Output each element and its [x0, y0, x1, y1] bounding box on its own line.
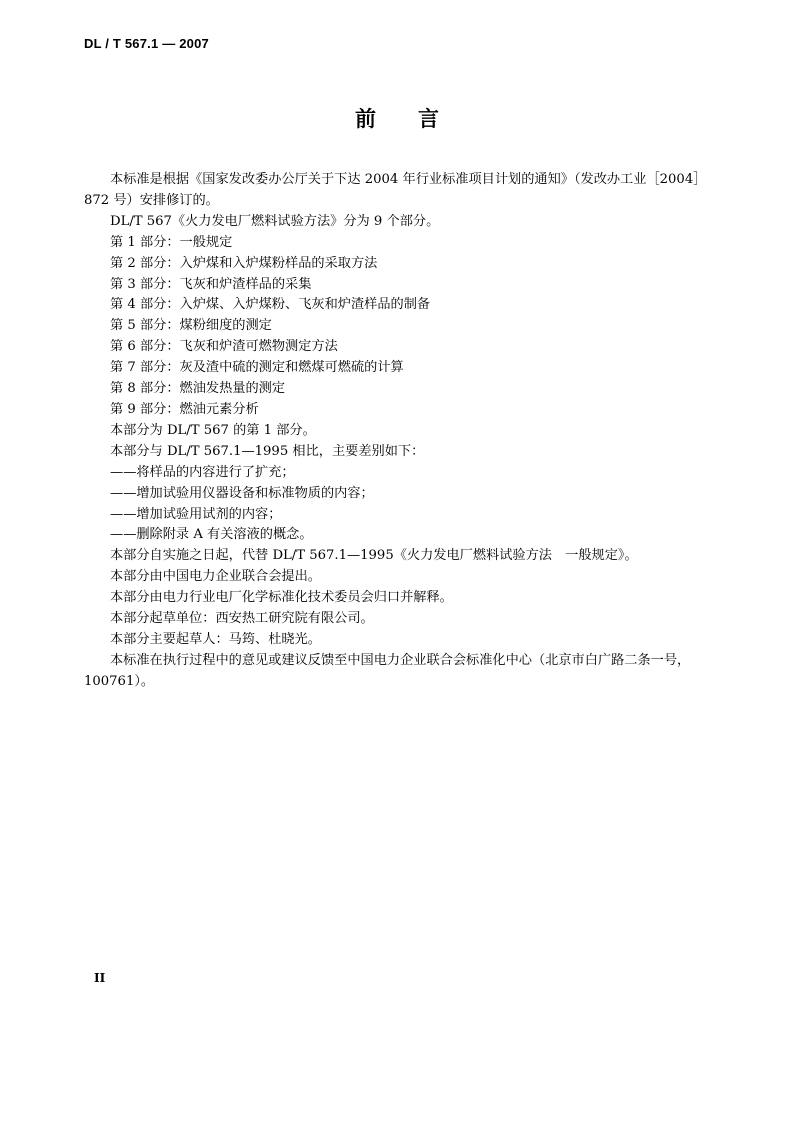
- difference-item: ——增加试验用试剂的内容；: [110, 506, 282, 522]
- paragraph-feedback: 本标准在执行过程中的意见或建议反馈至中国电力企业联合会标准化中心（北京市白广路二条一号，100761）。: [84, 652, 691, 689]
- paragraph-proposed-by: 本部分由中国电力企业联合会提出。: [110, 569, 321, 585]
- paragraph-this-part: 本部分为 DL/T 567 的第 1 部分。: [110, 422, 316, 438]
- difference-item: ——增加试验用仪器设备和标准物质的内容；: [110, 485, 374, 501]
- page-number: II: [94, 971, 106, 985]
- paragraph-differences: 本部分与 DL/T 567.1—1995 相比，主要差别如下：: [110, 443, 425, 459]
- part-list-item: 第 8 部分：燃油发热量的测定: [110, 381, 286, 397]
- paragraph-administered-by: 本部分由电力行业电厂化学标准化技术委员会归口并解释。: [110, 590, 453, 606]
- part-list-item: 第 6 部分：飞灰和炉渣可燃物测定方法: [110, 339, 338, 355]
- part-list-item: 第 9 部分：燃油元素分析: [110, 401, 259, 417]
- foreword-body: [84, 170, 714, 693]
- part-list-item: 第 7 部分：灰及渣中硫的测定和燃煤可燃硫的计算: [110, 360, 404, 376]
- title-char-1: 前: [355, 107, 376, 131]
- page-title: [0, 103, 794, 133]
- paragraph-drafting-unit: 本部分起草单位：西安热工研究院有限公司。: [110, 611, 374, 627]
- part-list-item: 第 4 部分：入炉煤、入炉煤粉、飞灰和炉渣样品的制备: [110, 297, 431, 313]
- title-char-2: 言: [418, 107, 439, 131]
- standard-code-header: DL / T 567.1 — 2007: [84, 36, 209, 51]
- part-list-item: 第 1 部分：一般规定: [110, 234, 233, 250]
- part-list-item: 第 2 部分：入炉煤和入炉煤粉样品的采取方法: [110, 255, 378, 271]
- paragraph-drafters: 本部分主要起草人：马筠、杜晓光。: [110, 631, 321, 647]
- paragraph-origin: 本标准是根据《国家发改委办公厅关于下达 2004 年行业标准项目计划的通知》（发改办工业［2004］872 号）安排修订的。: [84, 172, 707, 208]
- paragraph-replaces: 本部分自实施之日起，代替 DL/T 567.1—1995《火力发电厂燃料试验方法 一般规定》。: [110, 548, 638, 564]
- difference-item: ——将样品的内容进行了扩充；: [110, 464, 295, 480]
- paragraph-parts-intro: DL/T 567《火力发电厂燃料试验方法》分为 9 个部分。: [110, 213, 440, 229]
- part-list-item: 第 5 部分：煤粉细度的测定: [110, 318, 272, 334]
- part-list-item: 第 3 部分：飞灰和炉渣样品的采集: [110, 276, 312, 292]
- difference-item: ——删除附录 A 有关溶液的概念。: [110, 527, 313, 543]
